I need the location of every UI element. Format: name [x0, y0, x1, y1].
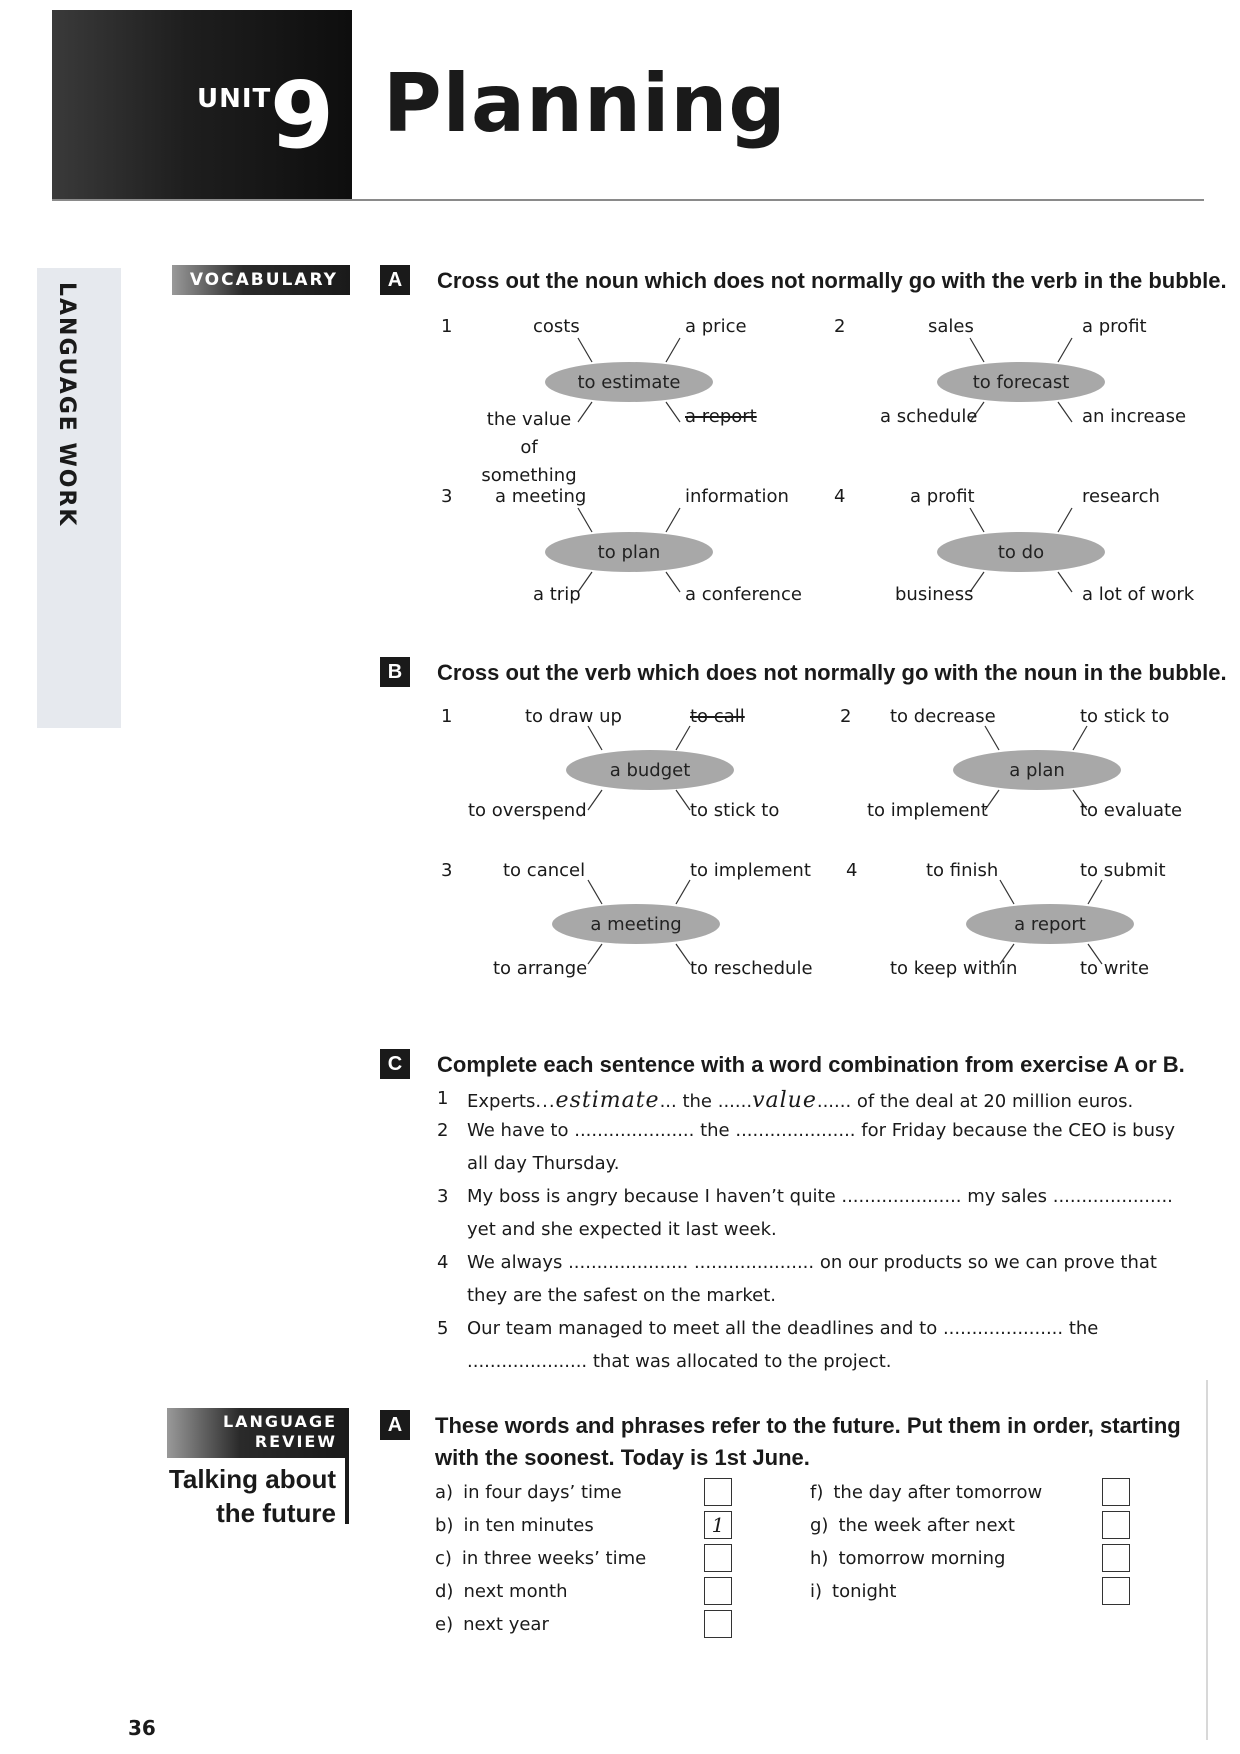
exa-word[interactable]: an increase [1082, 406, 1187, 427]
exc-number: 3 [437, 1186, 449, 1207]
answer-box[interactable] [704, 1610, 732, 1638]
exb-item-number: 3 [441, 860, 453, 881]
lr-subtitle-line2: the future [216, 1498, 336, 1528]
exa-word[interactable]: information [685, 486, 789, 507]
exb-word[interactable]: to implement [867, 800, 988, 821]
exb-word[interactable]: to stick to [1080, 706, 1170, 727]
exb-bubble: a report [966, 904, 1134, 944]
exb-item-number: 4 [846, 860, 858, 881]
exc-number: 1 [437, 1088, 449, 1109]
exb-bubble: a budget [566, 750, 734, 790]
answer-box[interactable]: 1 [704, 1511, 732, 1539]
exb-bubble: a meeting [552, 904, 720, 944]
lr-instruction-line1: These words and phrases refer to the future. Put them in order, starting [435, 1413, 1181, 1438]
answer-box[interactable] [704, 1544, 732, 1572]
exc-sentence-5-line2[interactable]: ..................... that was allocated to the project. [467, 1351, 892, 1372]
exb-word[interactable]: to overspend [468, 800, 587, 821]
lr-item: e) next year [435, 1614, 549, 1635]
exc-sentence-5-line1[interactable]: Our team managed to meet all the deadlines and to ..................... the [467, 1318, 1099, 1339]
exercise-c-instruction: Complete each sentence with a word combination from exercise A or B. [437, 1052, 1185, 1077]
exc-text: the [682, 1091, 713, 1112]
exb-item-number: 2 [840, 706, 852, 727]
page-number: 36 [128, 1716, 156, 1740]
answer-box[interactable] [1102, 1478, 1130, 1506]
exa-bubble: to plan [545, 532, 713, 572]
exa-word[interactable]: a conference [685, 584, 802, 605]
unit-word: UNIT [197, 84, 272, 114]
lr-item: d) next month [435, 1581, 568, 1602]
exb-word[interactable]: to evaluate [1080, 800, 1183, 821]
exb-word-crossed[interactable]: to call [690, 706, 745, 727]
lr-label-line1: LANGUAGE [222, 1412, 337, 1431]
exa-bubble: to estimate [545, 362, 713, 402]
exb-word[interactable]: to write [1080, 958, 1150, 979]
answer-box[interactable] [704, 1478, 732, 1506]
exb-word[interactable]: to draw up [525, 706, 622, 727]
exb-word[interactable]: to submit [1080, 860, 1166, 881]
exa-item-number: 1 [441, 316, 453, 337]
exercise-b-letter: B [380, 657, 410, 687]
exc-number: 5 [437, 1318, 449, 1339]
lr-item: b) in ten minutes [435, 1515, 594, 1536]
exa-word[interactable]: a trip [533, 584, 581, 605]
lr-item: c) in three weeks’ time [435, 1548, 647, 1569]
lr-item: h) tomorrow morning [810, 1548, 1006, 1569]
exc-text: of the deal at 20 million euros. [856, 1091, 1134, 1112]
lr-item: f) the day after tomorrow [810, 1482, 1043, 1503]
exc-number: 4 [437, 1252, 449, 1273]
lr-item: i) tonight [810, 1581, 897, 1602]
exc-sentence-1: Experts...estimate... the ......value...... of the deal at 20 million euros. [467, 1088, 1134, 1113]
exc-sentence-2-line2: all day Thursday. [467, 1153, 620, 1174]
lr-accent-bar [345, 1458, 349, 1524]
exa-bubble: to do [937, 532, 1105, 572]
exercise-b-instruction: Cross out the verb which does not normally go with the noun in the bubble. [437, 660, 1227, 685]
exa-word[interactable]: a profit [910, 486, 975, 507]
exb-word[interactable]: to arrange [493, 958, 588, 979]
lr-item: a) in four days’ time [435, 1482, 622, 1503]
exc-answer-handwritten[interactable]: estimate [555, 1088, 660, 1113]
lr-item: g) the week after next [810, 1515, 1015, 1536]
answer-box[interactable] [1102, 1544, 1130, 1572]
exc-answer-handwritten[interactable]: value [752, 1088, 817, 1113]
exa-word[interactable]: sales [928, 316, 974, 337]
exb-word[interactable]: to stick to [690, 800, 780, 821]
lr-label-line2: REVIEW [254, 1432, 337, 1451]
exc-sentence-4-line1[interactable]: We always ..................... ..................... on our products so we can prove that [467, 1252, 1157, 1273]
lr-subtitle [160, 1462, 336, 1530]
exercise-a-instruction: Cross out the noun which does not normally go with the verb in the bubble. [437, 268, 1227, 293]
exb-bubble: a plan [953, 750, 1121, 790]
exb-word[interactable]: to finish [926, 860, 999, 881]
exb-word[interactable]: to cancel [503, 860, 586, 881]
exa-word[interactable]: the value of something [481, 409, 577, 486]
exc-text: Experts [467, 1091, 536, 1112]
exb-word[interactable]: to reschedule [690, 958, 813, 979]
exa-word-crossed[interactable]: a report [685, 406, 757, 427]
answer-box[interactable] [704, 1577, 732, 1605]
lr-instruction-line2: with the soonest. Today is 1st June. [435, 1445, 810, 1470]
exercise-a-letter: A [380, 265, 410, 295]
section-label-vocabulary: VOCABULARY [172, 265, 350, 295]
exb-item-number: 1 [441, 706, 453, 727]
exa-word[interactable]: a lot of work [1082, 584, 1195, 605]
exb-word[interactable]: to keep within [890, 958, 1018, 979]
exa-word[interactable]: a profit [1082, 316, 1147, 337]
page-edge-shadow [1206, 1380, 1208, 1740]
exa-word[interactable]: research [1082, 486, 1160, 507]
exc-sentence-3-line2: yet and she expected it last week. [467, 1219, 777, 1240]
exa-item-number: 3 [441, 486, 453, 507]
exc-sentence-3-line1[interactable]: My boss is angry because I haven’t quite ..................... my sales ..................... [467, 1186, 1173, 1207]
lr-subtitle-line1: Talking about [168, 1464, 336, 1494]
page-title: Planning [383, 57, 787, 150]
exc-sentence-2-line1[interactable]: We have to ..................... the ..................... for Friday because the CEO is busy [467, 1120, 1176, 1141]
exa-bubble: to forecast [937, 362, 1105, 402]
exc-number: 2 [437, 1120, 449, 1141]
unit-number: 9 [270, 62, 335, 169]
side-label: LANGUAGE WORK [54, 282, 79, 528]
exa-word[interactable]: a schedule [880, 406, 978, 427]
exb-word[interactable]: to implement [690, 860, 811, 881]
exa-word[interactable]: business [895, 584, 974, 605]
exercise-c-letter: C [380, 1049, 410, 1079]
exb-word[interactable]: to decrease [890, 706, 996, 727]
section-label-language-review [167, 1408, 349, 1458]
exa-item-number: 2 [834, 316, 846, 337]
answer-box[interactable] [1102, 1511, 1130, 1539]
exa-item-number: 4 [834, 486, 846, 507]
exercise-lr-a-letter: A [380, 1410, 410, 1440]
answer-box[interactable] [1102, 1577, 1130, 1605]
exa-word[interactable]: a meeting [495, 486, 587, 507]
exa-word[interactable]: costs [533, 316, 580, 337]
exc-sentence-4-line2: they are the safest on the market. [467, 1285, 776, 1306]
exa-word[interactable]: a price [685, 316, 747, 337]
